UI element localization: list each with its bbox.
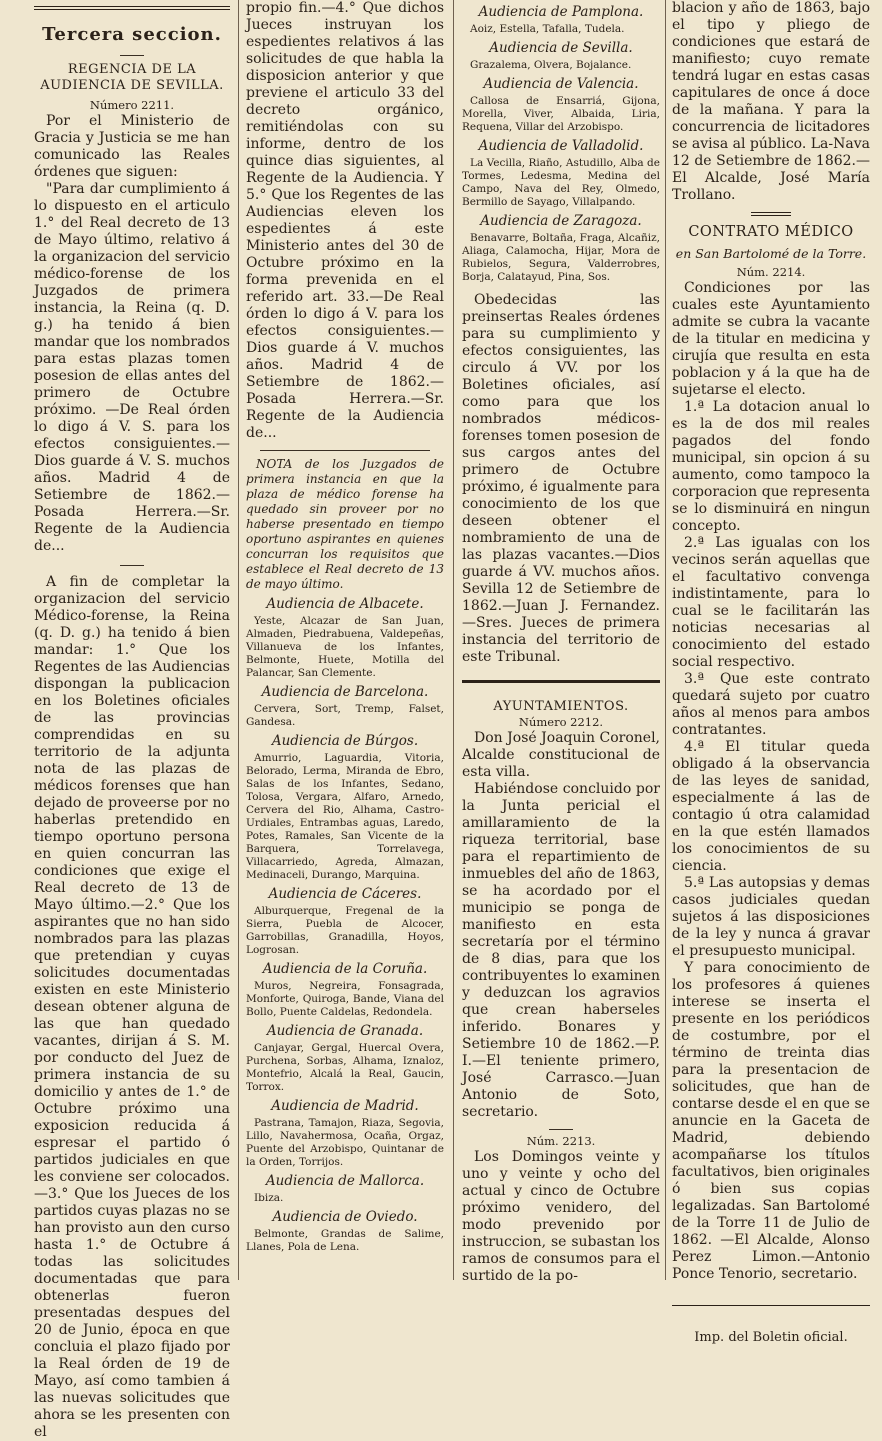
notice-number: Número 2212. <box>518 715 604 729</box>
audiencia-list <box>246 595 444 1254</box>
condicion-5: 5.ª Las autopsias y demas casos judiciales quedan sujetos á las disposiciones de la ley y nunca á gravar el presupuesto municipal. <box>672 875 870 959</box>
audiencia-title: Audiencia de Mallorca. <box>265 1173 425 1189</box>
audiencia-towns: Belmonte, Grandas de Salime, Llanes, Pola de Lena. <box>246 1228 444 1253</box>
audiencia-towns: Muros, Negreira, Fonsagrada, Monforte, Quiroga, Bande, Viana del Bollo, Puente Caldelas, Redondela. <box>246 980 444 1018</box>
audiencia-towns: La Vecilla, Riaño, Astudillo, Alba de Tormes, Ledesma, Medina del Campo, Nava del Rey, Olmedo, Bermillo de Sayago, Villalpando. <box>462 157 660 208</box>
top-rule <box>34 6 230 10</box>
audiencia-title: Audiencia de Valencia. <box>483 76 639 92</box>
condicion-3: 3.ª Que este contrato quedará sujeto por cuatro años al menos para ambos contratantes. <box>672 671 870 738</box>
column-rule <box>238 0 239 1280</box>
condicion-1: 1.ª La dotacion anual lo es la de dos mil reales pagados del fondo municipal, sin opcion á su aumento, como tampoco la corporacion que representa se lo disminuirá en ningun concepto. <box>672 399 870 534</box>
nota-paragraph: NOTA de los Juzgados de primera instancia en que la plaza de médico forense ha quedado sin proveer por no haberse presentado en tiempo oportuno aspirantes en quienes concurran los requisitos que establece el Real decreto de 13 de mayo último. <box>246 457 444 591</box>
audiencia-title: Audiencia de Madrid. <box>271 1098 419 1114</box>
separator <box>672 1305 870 1306</box>
amillaramiento-paragraph: Habiéndose concluido por la Junta pericial el amillaramiento de la riqueza territorial, base para el repartimiento de inmuebles del año de 1863, se ha acordado por el municipio se ponga de manifiesto en esta secretaría por el término de 8 dias, para que los contribuyentes lo examinen y deduzcan los agravios que crean haberseles inferido. Bonares y Setiembre 10 de 1862.—P. I.—El teniente primero, José Carrasco.—Juan Antonio de Soto, secretario. <box>462 781 660 1120</box>
regencia-heading: REGENCIA DE LA AUDIENCIA DE SEVILLA. <box>40 62 224 93</box>
audiencia-title: Audiencia de Valladolid. <box>478 138 644 154</box>
audiencia-title: Audiencia de Oviedo. <box>272 1209 418 1225</box>
condicion-2: 2.ª Las igualas con los vecinos serán aquellas que el facultativo convenga indistintamente, para lo cual se le facilitarán las noticias necesarias al conocimiento del estado social respectivo. <box>672 535 870 670</box>
separator <box>120 565 144 566</box>
contrato-subheading: en San Bartolomé de la Torre. <box>675 246 867 261</box>
audiencia-title: Audiencia de Albacete. <box>266 596 424 612</box>
audiencia-towns: Pastrana, Tamajon, Riaza, Segovia, Lillo, Navahermosa, Ocaña, Orgaz, Puente del Arzobispo, Quintanar de la Orden, Torrijos. <box>246 1117 444 1168</box>
notice-number: Número 2211. <box>89 98 175 112</box>
contrato-heading: CONTRATO MÉDICO <box>688 224 854 240</box>
audiencia-title: Audiencia de Cáceres. <box>268 886 422 902</box>
audiencia-towns: Callosa de Ensarriá, Gijona, Morella, Viver, Albaida, Liria, Requena, Villar del Arzobispo. <box>462 95 660 133</box>
alcalde-intro: Don José Joaquin Coronel, Alcalde constitucional de esta villa. <box>462 730 660 780</box>
thick-rule <box>462 680 660 683</box>
audiencia-towns: Cervera, Sort, Tremp, Falset, Gandesa. <box>246 703 444 728</box>
consumos-paragraph: Los Domingos veinte y uno y veinte y ocho del actual y cinco de Octubre próximo venidero, del modo prevenido por instruccion, se subastan los ramos de consumos para el surtido de la po- <box>462 1149 660 1284</box>
royal-order-2-continued: propio fin.—4.° Que dichos Jueces instruyan los espedientes relativos á las solicitudes de que habla la disposicion anterior y que previene el articulo 33 del decreto orgánico, remitiéndolas con su informe, dentro de los quince dias siguientes, al Regente de la Audiencia. Y 5.° Que los Regentes de las Audiencias eleven los espedientes á este Ministerio antes del 30 de Octubre próximo en la forma prevenida en el referido art. 33.—De Real órden lo digo á V. para los efectos consiguientes.—Dios guarde á V. muchos años. Madrid 4 de Setiembre de 1862.—Posada Herrera.—Sr. Regente de la Audiencia de... <box>246 0 444 441</box>
audiencia-title: Audiencia de Barcelona. <box>261 684 429 700</box>
audiencia-towns: Yeste, Alcazar de San Juan, Almaden, Piedrabuena, Valdepeñas, Villanueva de los Infantes, Belmonte, Huete, Motilla del Palancar, San Clemente. <box>246 615 444 679</box>
notice-number: Núm. 2213. <box>526 1134 596 1148</box>
column-rule <box>453 0 454 1280</box>
publicacion-paragraph: Y para conocimiento de los profesores á quienes interese se inserta el presente en los periódicos de costumbre, por el término de treinta dias para la presentacion de solicitudes, que han de contarse desde el en que se anuncie en la Gaceta de Madrid, debiendo acompañarse los títulos facultativos, bien originales ó bien sus copias legalizadas. San Bartolomé de la Torre 11 de Julio de 1862. —El Alcalde, Alonso Perez Limon.—Antonio Ponce Tenorio, secretario. <box>672 960 870 1282</box>
audiencia-towns: Ibiza. <box>254 1192 284 1204</box>
audiencia-towns: Grazalema, Olvera, Bojalance. <box>470 59 632 71</box>
separator <box>751 212 791 216</box>
audiencia-title: Audiencia de Granada. <box>266 1023 424 1039</box>
audiencia-title: Audiencia de Búrgos. <box>271 733 419 749</box>
subasta-continued: blacion y año de 1863, bajo el tipo y pliego de condiciones que estará de manifiesto; cuyo remate tendrá lugar en estas casas capitulares de once á doce de la mañana. Y para la concurrencia de licitadores se avisa al público. La-Nava 12 de Setiembre de 1862.—El Alcalde, José María Trollano. <box>672 0 870 203</box>
audiencia-towns: Alburquerque, Fregenal de la Sierra, Puebla de Alcocer, Garrobillas, Granadilla, Hoyos, Logrosan. <box>246 905 444 956</box>
audiencia-towns: Benavarre, Boltaña, Fraga, Alcañiz, Aliaga, Calamocha, Hijar, Mora de Rubielos, Segura, Valderrobres, Borja, Calatayud, Pina, Sos. <box>462 232 660 283</box>
column-3 <box>462 0 660 1284</box>
audiencia-towns: Amurrio, Laguardia, Vitoria, Belorado, Lerma, Miranda de Ebro, Salas de los Infantes, Sedano, Tolosa, Vergara, Alfaro, Arnedo, Cervera del Rio, Alhama, Castro-Urdiales, Entrambas aguas, Laredo, Potes, Ramales, San Vicente de la Barquera, Torrelavega, Villacarriedo, Agreda, Almazan, Medinaceli, Durango, Marquina. <box>246 752 444 881</box>
audiencia-towns: Aoiz, Estella, Tafalla, Tudela. <box>470 23 625 35</box>
column-1 <box>34 0 230 1440</box>
imprint-line: Imp. del Boletin oficial. <box>694 1330 848 1345</box>
circular-paragraph: Obedecidas las preinsertas Reales órdenes para su cumplimiento y efectos consiguientes, las circulo á VV. por los Boletines oficiales, así como para que los nombrados médicos-forenses tomen posesion de sus cargos antes del primero de Octubre próximo, é igualmente para conocimiento de los que deseen obtener el nombramiento de una de las plazas vacantes.—Dios guarde á VV. muchos años. Sevilla 12 de Setiembre de 1862.—Juan J. Fernandez. —Sres. Jueces de primera instancia del territorio de este Tribunal. <box>462 292 660 665</box>
column-2 <box>246 0 444 1280</box>
audiencia-title: Audiencia de la Coruña. <box>262 961 428 977</box>
intro-paragraph: Por el Ministerio de Gracia y Justicia se me han comunicado las Reales órdenes que siguen: <box>34 113 230 180</box>
audiencia-title: Audiencia de Pamplona. <box>478 4 644 20</box>
column-rule <box>665 0 666 1280</box>
notice-number: Núm. 2214. <box>736 265 806 279</box>
audiencia-title: Audiencia de Zaragoza. <box>480 213 642 229</box>
condicion-4: 4.ª El titular queda obligado á la observancia de las leyes de sanidad, especialmente á las de contagio ú otra calamidad en la que estén llamados los conocimientos de su ciencia. <box>672 739 870 874</box>
separator <box>260 450 430 451</box>
audiencia-title: Audiencia de Sevilla. <box>489 40 633 56</box>
royal-order-1: "Para dar cumplimiento á lo dispuesto en el articulo 1.° del Real decreto de 13 de Mayo último, relativo á la organizacion del servicio médico-forense de los Juzgados de primera instancia, la Reina (q. D. g.) ha tenido á bien mandar que los nombrados para estas plazas tomen posesion de ellas antes del primero de Octubre próximo. —De Real órden lo digo á V. S. para los efectos consiguientes.—Dios guarde á V. S. muchos años. Madrid 4 de Setiembre de 1862.— Posada Herrera.—Sr. Regente de la Audiencia de... <box>34 181 230 554</box>
audiencia-towns: Canjayar, Gergal, Huercal Overa, Purchena, Sorbas, Alhama, Iznaloz, Montefrio, Alcalá la Real, Gaucin, Torrox. <box>246 1042 444 1093</box>
separator <box>120 55 144 56</box>
condiciones-intro: Condiciones por las cuales este Ayuntamiento admite se cubra la vacante de la titular en medicina y cirujía que resulta en esta poblacion y á la que ha de sujetarse el electo. <box>672 280 870 398</box>
column-4 <box>672 0 870 1345</box>
ayuntamientos-heading: AYUNTAMIENTOS. <box>493 699 629 714</box>
royal-order-2: A fin de completar la organizacion del servicio Médico-forense, la Reina (q. D. g.) ha tenido á bien mandar: 1.° Que los Regentes de las Audiencias dispongan la publicacion en los Boletines oficiales de las provincias comprendidas en su territorio de la adjunta nota de las plazas de médicos forenses que han dejado de proveerse por no haberlas pretendido en tiempo oportuno persona en quien concurran las condiciones que exige el Real decreto de 13 de Mayo último.—2.° Que los aspirantes que no han sido nombrados para las plazas que pretendian y cuyas solicitudes documentadas existen en este Ministerio desean obtener alguna de las que han quedado vacantes, dirijan á S. M. por conducto del Juez de primera instancia de su domicilio y antes de 1.° de Octubre próximo una exposicion reducida á espresar el partido ó partidos judiciales en que les conviene ser colocados.—3.° Que los Jueces de los partidos cuyas plazas no se han provisto aun den curso hasta 1.° de Octubre á todas las solicitudes documentadas que para obtenerlas fueron presentadas despues del 20 de Junio, época en que concluia el plazo fijado por la Real órden de 19 de Mayo, así como tambien á las nuevas solicitudes que ahora se les presenten con el <box>34 574 230 1440</box>
separator <box>549 1129 573 1130</box>
section-title: Tercera seccion. <box>42 24 222 45</box>
audiencia-list <box>462 3 660 284</box>
